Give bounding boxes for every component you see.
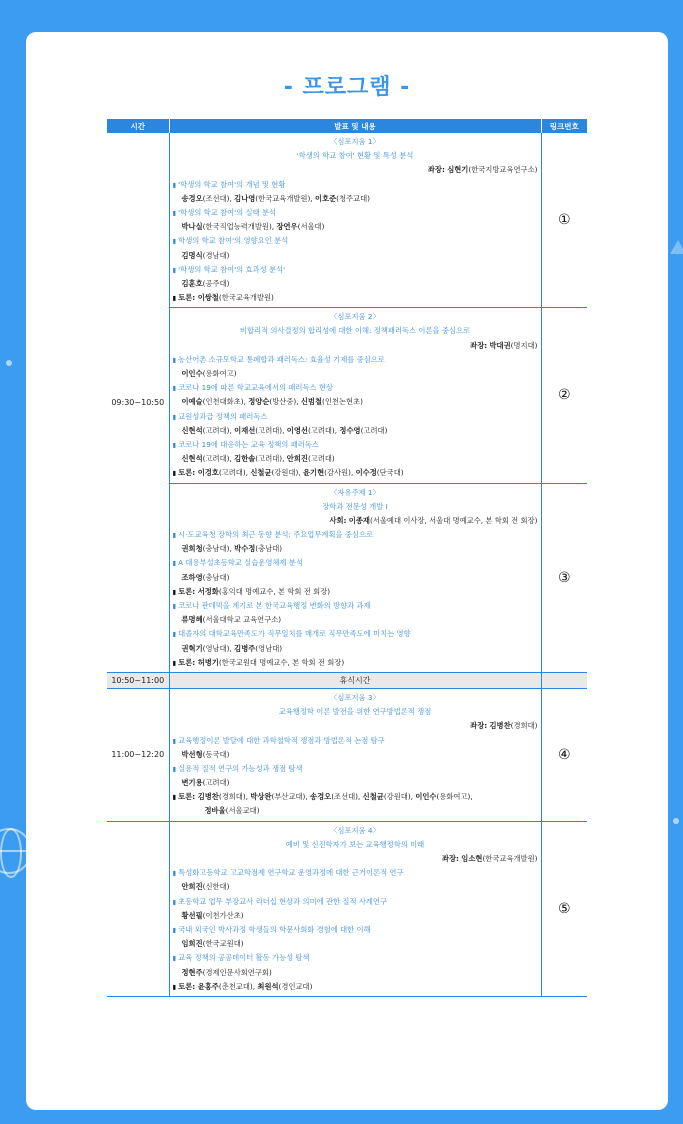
- presenter-affiliation: (영남대): [255, 643, 283, 653]
- presenter-affiliation: (공주대): [202, 278, 230, 288]
- presenter-affiliation: (고려대),: [202, 425, 235, 435]
- time-slot-1: 09:30~10:50: [107, 133, 169, 672]
- presenter-name: 박수정: [234, 544, 256, 554]
- presenter-line: [173, 642, 538, 656]
- discussant-affiliation: (고려대),: [218, 468, 251, 478]
- link-number-1[interactable]: ①: [541, 133, 587, 308]
- topic-heading: ▮ 대졸자의 대학교육만족도가 직무일치를 매개로 직무만족도에 미치는 영향: [173, 627, 538, 641]
- presenter-line: [173, 909, 538, 923]
- presenter-name: 안희진: [181, 882, 203, 892]
- time-slot-2: 11:00~12:20: [107, 688, 169, 821]
- presenter-name: 신현석: [181, 454, 203, 464]
- presenter-line: [173, 804, 538, 818]
- discussion-line: [173, 656, 538, 670]
- presenter-affiliation: (방산중),: [269, 397, 301, 407]
- presenter-line: [173, 571, 538, 585]
- presenter-line: [173, 277, 538, 291]
- chair-label: 좌장:: [470, 340, 488, 350]
- discussant-name: 이수정: [355, 468, 377, 478]
- presenter-name: 정양순: [248, 397, 270, 407]
- presenter-name: 권희청: [181, 544, 203, 554]
- triangle-decoration: [670, 240, 683, 254]
- presenter-line: [173, 748, 538, 762]
- presenter-affiliation: (한국교육개발원),: [255, 193, 315, 203]
- discussant-affiliation: (용화여고),: [436, 792, 473, 802]
- presenter-line: [173, 880, 538, 894]
- presenter-line: [173, 937, 538, 951]
- discussant-affiliation: (홍익대 명예교수, 본 학회 전 회장): [218, 586, 331, 596]
- topic-heading: ▮ 교육행정이론 발달에 대한 과학철학적 쟁점과 방법론적 논점 탐구: [173, 734, 538, 748]
- presenter-name: 이예슬: [181, 397, 203, 407]
- program-table: [107, 119, 587, 997]
- discussant-name: 이인수: [415, 792, 437, 802]
- topic-heading: ▮ 학생의 학교 참여'의 영향요인 분석: [173, 234, 538, 248]
- discussant-affiliation: (경인교대): [278, 981, 313, 991]
- dot-decoration: [673, 818, 679, 824]
- presenter-affiliation: (인천대화초),: [202, 397, 249, 407]
- presenter-line: [173, 249, 538, 263]
- discussant-affiliation: (경희대),: [218, 792, 251, 802]
- topic-heading: ▮ 코로나 19에 대응하는 교육 정책의 패러독스: [173, 438, 538, 452]
- discussant-name: 토론: 김병찬: [178, 792, 219, 802]
- topic-heading: ▮ 실용적 질적 연구의 가능성과 쟁점 탐색: [173, 762, 538, 776]
- session-row: [107, 821, 587, 996]
- table-header-row: [107, 119, 587, 133]
- discussant-affiliation: (춘천교대),: [218, 981, 258, 991]
- discussion-line: [173, 790, 538, 804]
- presenter-affiliation: (고려대): [360, 425, 388, 435]
- presenter-line: [173, 452, 538, 466]
- discussant-name: 토론: 서정화: [178, 586, 219, 596]
- session-content-1: [169, 133, 541, 308]
- presenter-affiliation: (한국직업능력개발원),: [202, 222, 277, 232]
- presenter-affiliation: (서울대학교 교육연구소): [202, 615, 282, 625]
- discussant-affiliation: (한국교육개발원): [218, 293, 274, 303]
- presenter-line: [173, 220, 538, 234]
- presenter-name: 신범철: [300, 397, 323, 407]
- presenter-line: [173, 424, 538, 438]
- discussant-affiliation: (조선대),: [331, 792, 363, 802]
- program-card: [26, 32, 668, 1110]
- presenter-line: [173, 192, 538, 206]
- link-number-2[interactable]: ②: [541, 308, 587, 483]
- chair-affiliation: (명지대): [510, 340, 538, 350]
- break-row: [107, 672, 587, 688]
- presenter-affiliation: (동국대): [202, 749, 230, 759]
- presenter-name: 황선필: [181, 910, 203, 920]
- presenter-affiliation: (서울대): [297, 222, 325, 232]
- session-content-3: [169, 483, 541, 672]
- topic-heading: ▮ '학생의 학교 참여'의 실태 분석: [173, 206, 538, 220]
- discussant-name: 토론: 이경호: [178, 468, 219, 478]
- discussant-name: 윤기현: [302, 468, 325, 478]
- session-title: 〈심포지움 4〉: [330, 825, 380, 835]
- discussant-affiliation: (부산교대),: [271, 792, 311, 802]
- presenter-name: 신현석: [181, 425, 203, 435]
- presenter-name: 김훈호: [181, 278, 203, 288]
- session-row: [107, 688, 587, 821]
- presenter-line: [173, 776, 538, 790]
- presenter-name: 정수영: [339, 425, 361, 435]
- break-time: 10:50~11:00: [107, 672, 169, 688]
- discussant-affiliation: (강원대),: [383, 792, 416, 802]
- presenter-name: 김나영: [234, 193, 256, 203]
- presenter-affiliation: (조선대),: [202, 193, 235, 203]
- chair-name: 임소현: [461, 854, 483, 863]
- presenter-affiliation: (고려대),: [202, 454, 235, 464]
- presenter-name: 류명혜: [181, 615, 203, 625]
- page-title: - 프로그램 -: [283, 75, 411, 100]
- topic-heading: ▮ 국내 외국인 박사과정 학생들의 학문사회화 경험에 대한 이해: [173, 923, 538, 937]
- presenter-affiliation: (충남대),: [202, 544, 235, 554]
- session-subtitle: 비합리적 의사결정의 합리성에 대한 이해: 정책패러독스 이론을 중심으로: [239, 326, 471, 336]
- presenter-name: 이호준: [314, 193, 337, 203]
- chair-affiliation: (한국교육개발원): [482, 854, 538, 863]
- presenter-name: 김병주: [234, 643, 256, 653]
- discussant-affiliation: (단국대): [376, 468, 404, 478]
- chair-name: 김병찬: [489, 721, 511, 731]
- chair-name: 심현기: [447, 165, 469, 175]
- session-content-5: [169, 821, 541, 996]
- presenter-affiliation: (경제인문사회연구회): [202, 967, 272, 977]
- break-link: [541, 672, 587, 688]
- presenter-line: [173, 966, 538, 980]
- presenter-line: [173, 395, 538, 409]
- presenter-line: [173, 367, 538, 381]
- topic-heading: ▮ 교육 정책의 공공데이터 활동 가능성 탐색: [173, 951, 538, 965]
- chair-line: [173, 339, 538, 353]
- discussant-name: 신철균: [250, 468, 272, 478]
- chair-label: 좌장:: [470, 721, 488, 731]
- presenter-affiliation: (용화여고): [202, 369, 237, 378]
- presenter-affiliation: (이천가산초): [202, 910, 244, 920]
- header-content: 발표 및 내용: [169, 119, 541, 133]
- topic-heading: ▮ 코로나 19에 따른 학교교육에서의 패러독스 현상: [173, 381, 538, 395]
- presenter-affiliation: (신한대): [202, 882, 230, 892]
- discussant-name: 송경오: [310, 792, 332, 802]
- topic-heading: ▮ 코로나 판데믹을 계기로 본 한국교육행정 변화의 방향과 과제: [173, 599, 538, 613]
- presenter-affiliation: (충남대): [255, 544, 283, 554]
- discussion-line: [173, 980, 538, 994]
- presenter-name: 이영선: [286, 425, 308, 435]
- session-row: [107, 133, 587, 308]
- chair-name: 박대권: [489, 340, 511, 350]
- presenter-affiliation: (청주교대): [336, 193, 371, 203]
- discussant-name: 신철균: [362, 792, 384, 802]
- session-title: 〈심포지움 2〉: [330, 312, 380, 322]
- presenter-name: 김명식: [181, 250, 203, 260]
- discussant-name: 토론: 이쌍철: [178, 293, 219, 303]
- presenter-name: 장연우: [276, 222, 298, 232]
- discussion-line: [173, 291, 538, 305]
- presenter-name: 박나실: [181, 222, 203, 232]
- discussant-affiliation: (감사원),: [324, 468, 356, 478]
- presenter-affiliation: (충남대): [202, 572, 230, 582]
- presenter-name: 조하영: [181, 572, 203, 582]
- link-number-4[interactable]: ④: [541, 688, 587, 821]
- link-number-3[interactable]: ③: [541, 483, 587, 672]
- session-title: 〈심포지움 3〉: [330, 692, 380, 702]
- discussant-name: 토론: 허병기: [178, 657, 219, 667]
- session-content-4: [169, 688, 541, 821]
- time-slot-empty: [107, 821, 169, 996]
- chair-line: [173, 852, 538, 866]
- topic-heading: ▮ 교원성과급 정책의 패러독스: [173, 410, 538, 424]
- session-subtitle: 장학과 전문성 개발 Ⅰ: [322, 501, 388, 511]
- chair-label: 좌장:: [441, 854, 459, 863]
- presenter-affiliation: (고려대): [307, 454, 335, 464]
- chair-affiliation: (한국지방교육연구소): [468, 165, 538, 175]
- presenter-name: 정바울: [204, 806, 226, 816]
- presenter-affiliation: (한국교원대): [202, 939, 244, 949]
- discussant-affiliation: (한국교원대 명예교수, 본 학회 전 회장): [218, 657, 345, 667]
- chair-line: [173, 163, 538, 177]
- topic-heading: ▮ 특성화고등학교 고교학점제 연구학교 운영과정에 대한 근거이론적 연구: [173, 866, 538, 880]
- header-time: 시간: [107, 119, 169, 133]
- presenter-name: 변기용: [181, 778, 203, 788]
- session-subtitle: 교육행정학 이론 발전을 위한 연구방법론적 쟁점: [278, 707, 432, 717]
- discussant-name: 토론: 윤홍주: [178, 981, 219, 991]
- chair-affiliation: (경희대): [510, 721, 538, 731]
- topic-heading: ▮ '학생의 학교 참여'의 개념 및 현황: [173, 178, 538, 192]
- presenter-affiliation: (고려대),: [255, 425, 287, 435]
- presenter-name: 안희진: [286, 454, 308, 464]
- presenter-name: 권혁기: [181, 643, 203, 653]
- session-title: 〈자유주제 1〉: [330, 487, 380, 497]
- discussant-affiliation: (강원대),: [271, 468, 303, 478]
- break-label: 휴식시간: [169, 672, 541, 688]
- session-subtitle: '학생의 학교 참여' 현황 및 특성 분석: [296, 151, 414, 161]
- presenter-name: 이재선: [234, 425, 256, 435]
- presenter-line: [173, 542, 538, 556]
- chair-affiliation: (서울예대 이사장, 서울대 명예교수, 본 학회 전 회장): [369, 515, 538, 525]
- session-row: [107, 308, 587, 483]
- presenter-name: 박선형: [181, 749, 203, 759]
- presenter-affiliation: (영남대),: [202, 643, 235, 653]
- discussion-line: [173, 585, 538, 599]
- presenter-affiliation: (고려대): [202, 778, 230, 788]
- session-title: 〈심포지움 1〉: [330, 137, 380, 146]
- discussant-name: 박상완: [250, 792, 272, 802]
- dot-decoration: [6, 360, 12, 366]
- chair-label: 사회:: [329, 515, 347, 525]
- presenter-name: 이인수: [181, 369, 203, 378]
- session-content-2: [169, 308, 541, 483]
- chair-label: 좌장:: [427, 165, 445, 175]
- topic-heading: ▮ A 대용부설초등학교 실습운영체제 분석: [173, 556, 538, 570]
- presenter-name: 정현주: [181, 967, 203, 977]
- link-number-5[interactable]: ⑤: [541, 821, 587, 996]
- presenter-name: 송경오: [181, 193, 203, 203]
- presenter-affiliation: (인천논현초): [322, 397, 363, 407]
- presenter-affiliation: (고려대),: [307, 425, 340, 435]
- presenter-affiliation: (서울교대): [225, 806, 260, 816]
- session-row: [107, 483, 587, 672]
- topic-heading: ▮ 시·도교육청 장학의 최근 동향 분석: 주요업무계획을 중심으로: [173, 528, 538, 542]
- topic-heading: ▮ 초등학교 업무 부장교사 리더십 현상과 의미에 관한 질적 사례연구: [173, 895, 538, 909]
- topic-heading: ▮ 농산어촌 소규모학교 통폐합과 패러독스: 효율성 기제를 중심으로: [173, 353, 538, 367]
- session-subtitle: 예비 및 신진학자가 보는 교육행정학의 미래: [285, 839, 425, 849]
- topic-heading: ▮ '학생의 학교 참여'의 효과성 분석': [173, 263, 538, 277]
- presenter-name: 김한솔: [234, 454, 256, 464]
- presenter-affiliation: (경남대): [202, 250, 230, 260]
- discussant-name: 최원석: [257, 981, 279, 991]
- discussion-line: [173, 466, 538, 480]
- chair-name: 이종재: [348, 515, 370, 525]
- chair-line: [173, 514, 538, 528]
- presenter-affiliation: (고려대),: [255, 454, 287, 464]
- chair-line: [173, 719, 538, 733]
- presenter-line: [173, 613, 538, 627]
- header-link: 링크번호: [541, 119, 587, 133]
- presenter-name: 임희진: [181, 939, 203, 949]
